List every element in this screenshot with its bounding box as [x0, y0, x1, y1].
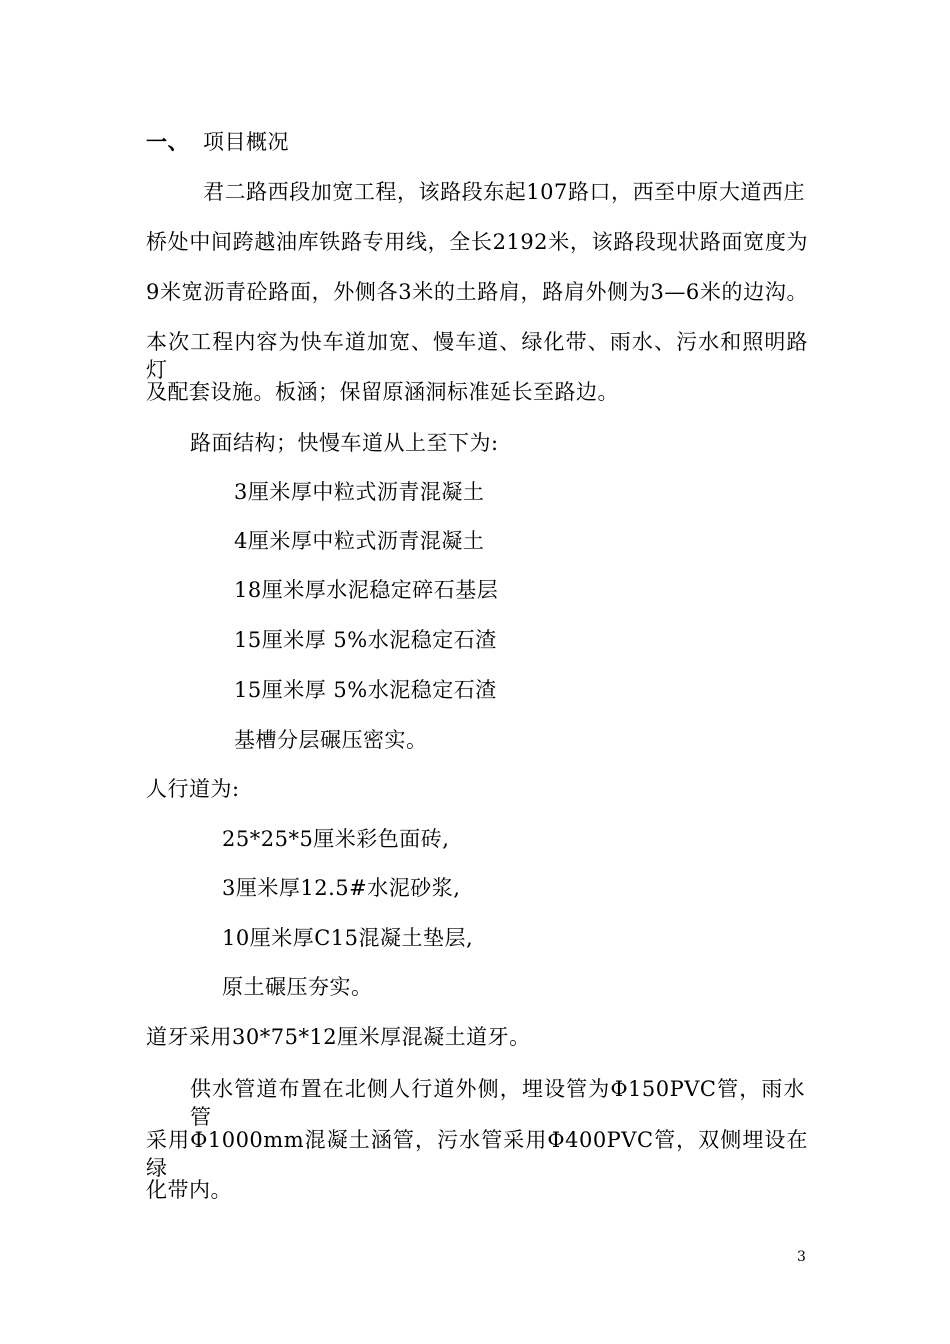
section-title: 项目概况: [203, 130, 289, 154]
page-number: 3: [797, 1249, 806, 1265]
sidewalk-layer-1: 25*25*5厘米彩色面砖,: [222, 827, 450, 851]
pavement-layer-5: 15厘米厚 5%水泥稳定石渣: [234, 678, 497, 702]
pavement-layer-6: 基槽分层碾压密实。: [234, 728, 428, 752]
sidewalk-intro: 人行道为:: [146, 777, 240, 801]
overview-line-3: 9米宽沥青砼路面，外侧各3米的土路肩，路肩外侧为3—6米的边沟。: [146, 280, 808, 304]
overview-line-1: 君二路西段加宽工程，该路段东起107路口，西至中原大道西庄: [203, 180, 805, 204]
pipes-line-3: 化带内。: [146, 1178, 232, 1202]
pavement-intro: 路面结构；快慢车道从上至下为:: [190, 431, 499, 455]
section-number: 一、: [146, 129, 189, 154]
overview-line-5: 及配套设施。板涵；保留原涵洞标准延长至路边。: [146, 380, 619, 404]
overview-line-2: 桥处中间跨越油库铁路专用线，全长2192米，该路段现状路面宽度为: [146, 230, 808, 254]
pavement-layer-3: 18厘米厚水泥稳定碎石基层: [234, 578, 499, 602]
sidewalk-layer-4: 原土碾压夯实。: [222, 975, 373, 999]
pipes-line-1: 供水管道布置在北侧人行道外侧，埋设管为Φ150PVC管，雨水管: [190, 1077, 805, 1129]
pavement-layer-1: 3厘米厚中粒式沥青混凝土: [234, 480, 485, 504]
sidewalk-layer-2: 3厘米厚12.5#水泥砂浆,: [222, 876, 461, 900]
pipes-line-2: 采用Φ1000mm混凝土涵管，污水管采用Φ400PVC管，双侧埋设在绿: [146, 1128, 808, 1180]
pavement-layer-2: 4厘米厚中粒式沥青混凝土: [234, 529, 485, 553]
pavement-layer-4: 15厘米厚 5%水泥稳定石渣: [234, 628, 497, 652]
sidewalk-layer-3: 10厘米厚C15混凝土垫层,: [222, 926, 474, 950]
curb-text: 道牙采用30*75*12厘米厚混凝土道牙。: [146, 1025, 531, 1049]
overview-line-4: 本次工程内容为快车道加宽、慢车道、绿化带、雨水、污水和照明路灯: [146, 330, 808, 382]
